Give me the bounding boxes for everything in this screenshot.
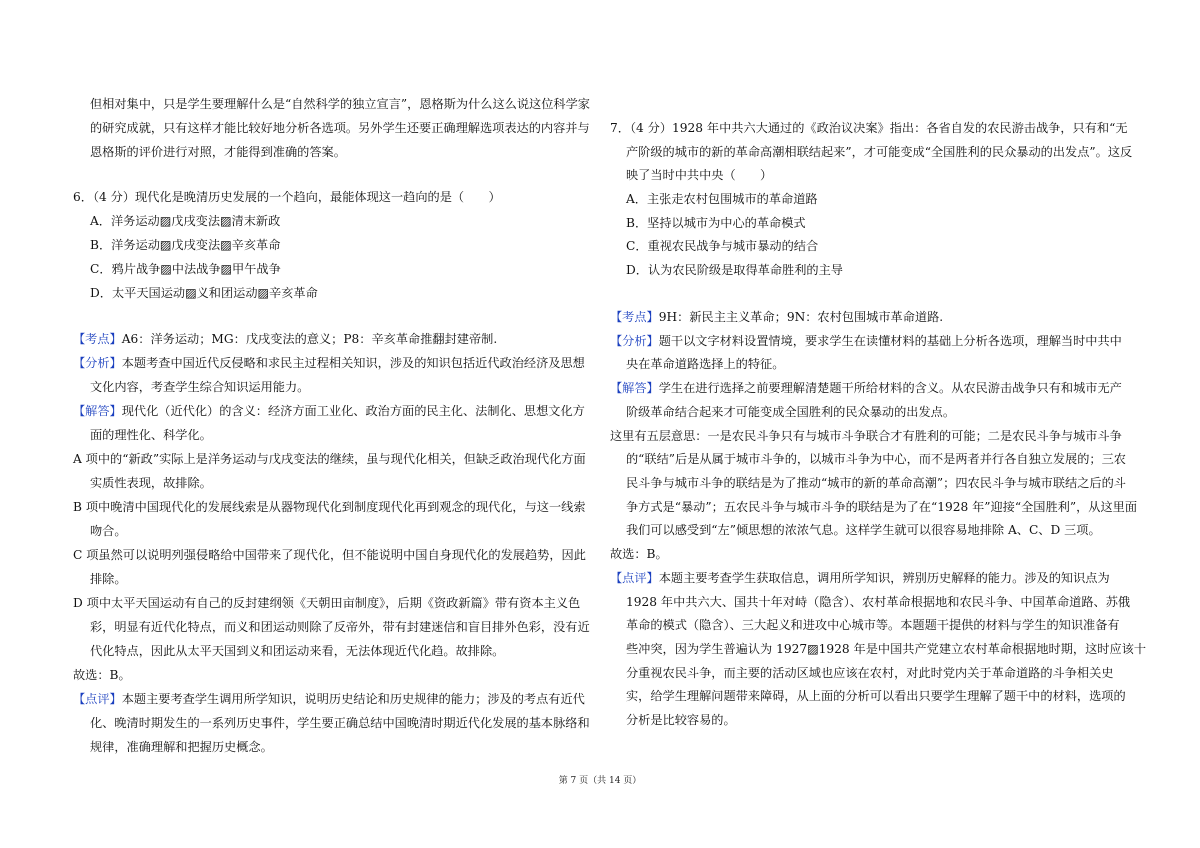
analysis-line: 的“联结”后是从属于城市斗争的，以城市斗争为中心，而不是两者并行各自独立发展的；三农 — [626, 452, 1126, 466]
jieda-row — [610, 380, 1122, 396]
question-6-option-b: B．洋务运动▨戊戌变法▨辛亥革命 — [90, 238, 281, 252]
analysis-line: 这里有五层意思：一是农民斗争只有与城市斗争联合才有胜利的可能；二是农民斗争与城市斗争 — [610, 429, 1122, 443]
analysis-line: 代化特点，因此从太平天国到义和团运动来看，无法体现近代化趋。故排除。 — [90, 644, 505, 658]
question-6-stem: 6．（4 分）现代化是晚清历史发展的一个趋向，最能体现这一趋向的是（ ） — [73, 190, 501, 204]
analysis-line: D 项中太平天国运动有自己的反封建纲领《天朝田亩制度》，后期《资政新篇》带有资本主义色 — [73, 596, 581, 610]
fenxi-text: 本题考查中国近代反侵略和求民主过程相关知识，涉及的知识包括近代政治经济及思想 — [121, 356, 585, 370]
jieda-row — [73, 403, 585, 419]
jieda-tag: 【解答】 — [610, 381, 659, 395]
dianping-text: 些冲突，因为学生普遍认为 1927▨1928 年是中国共产党建立农村革命根据地时期，这时应该十 — [626, 642, 1147, 656]
dianping-text: 革命的模式（隐含）、三大起义和进攻中心城市等。本题题干提供的材料与学生的知识准备有 — [626, 618, 1120, 632]
dianping-text: 1928 年中共六大、国共十年对峙（隐含）、农村革命根据地和农民斗争、中国革命道路、苏俄 — [626, 595, 1131, 609]
dianping-text: 化、晚清时期发生的一系列历史事件，学生要正确总结中国晚清时期近代化发展的基本脉络和 — [90, 716, 590, 730]
intro-line: 但相对集中，只是学生要理解什么是“自然科学的独立宣言”，恩格斯为什么这么说这位科学家 — [90, 97, 590, 111]
answer-line: 故选：B。 — [610, 547, 668, 561]
dianping-text: 分析是比较容易的。 — [626, 713, 736, 727]
answer-line: 故选：B。 — [73, 668, 131, 682]
page-footer: 第 7 页（共 14 页） — [558, 776, 642, 786]
fenxi-tag: 【分析】 — [610, 334, 659, 348]
question-7-option-c: C．重视农民战争与城市暴动的结合 — [626, 239, 819, 253]
analysis-line: 吻合。 — [90, 524, 127, 538]
intro-line: 的研究成就，只有这样才能比较好地分析各选项。另外学生还要正确理解选项表达的内容并与 — [90, 121, 590, 135]
jieda-text: 阶级革命结合起来才可能变成全国胜利的民众暴动的出发点。 — [626, 405, 956, 419]
fenxi-row — [73, 355, 585, 371]
question-7-stem: 映了当时中共中央（ ） — [626, 168, 773, 182]
dianping-text: 本题主要考查学生调用所学知识，说明历史结论和历史规律的能力；涉及的考点有近代 — [121, 692, 585, 706]
analysis-line: 彩，明显有近代化特点，而义和团运动则除了反帝外，带有封建迷信和盲目排外色彩，没有近 — [90, 620, 590, 634]
question-6-option-a: A．洋务运动▨戊戌变法▨清末新政 — [90, 214, 281, 228]
analysis-line: 排除。 — [90, 572, 127, 586]
fenxi-text: 文化内容，考查学生综合知识运用能力。 — [90, 380, 310, 394]
kaodian-row — [73, 331, 497, 347]
analysis-line: 我们可以感受到“左”倾思想的浓浓气息。这样学生就可以很容易地排除 A、C、D 三项。 — [626, 523, 1101, 537]
fenxi-row — [610, 333, 1122, 349]
dianping-text: 规律，准确理解和把握历史概念。 — [90, 740, 273, 754]
kaodian-tag: 【考点】 — [73, 332, 122, 346]
kaodian-text: A6：洋务运动；MG：戊戌变法的意义；P8：辛亥革命推翻封建帝制. — [121, 332, 498, 346]
jieda-text: 现代化（近代化）的含义：经济方面工业化、政治方面的民主化、法制化、思想文化方 — [121, 404, 585, 418]
jieda-text: 学生在进行选择之前要理解清楚题干所给材料的含义。从农民游击战争只有和城市无产 — [658, 381, 1122, 395]
kaodian-text: 9H：新民主主义革命；9N：农村包围城市革命道路. — [658, 310, 944, 324]
dianping-tag: 【点评】 — [73, 692, 122, 706]
analysis-line: C 项虽然可以说明列强侵略给中国带来了现代化，但不能说明中国自身现代化的发展趋势，因此 — [73, 548, 586, 562]
fenxi-text: 题干以文字材料设置情境，要求学生在读懂材料的基础上分析各选项，理解当时中共中 — [658, 334, 1122, 348]
analysis-line: B 项中晚清中国现代化的发展线索是从器物现代化到制度现代化再到观念的现代化，与这一线索 — [73, 500, 586, 514]
question-7-option-a: A．主张走农村包围城市的革命道路 — [626, 192, 818, 206]
dianping-text: 实，给学生理解问题带来障碍，从上面的分析可以看出只要学生理解了题干中的材料，选项的 — [626, 689, 1126, 703]
dianping-row — [73, 691, 585, 707]
fenxi-tag: 【分析】 — [73, 356, 122, 370]
fenxi-text: 央在革命道路选择上的特征。 — [626, 357, 785, 371]
analysis-line: A 项中的“新政”实际上是洋务运动与戊戌变法的继续，虽与现代化相关，但缺乏政治现代化方面 — [73, 452, 586, 466]
jieda-tag: 【解答】 — [73, 404, 122, 418]
question-7-stem: 产阶级的城市的新的革命高潮相联结起来”，才可能变成“全国胜利的民众暴动的出发点”。这反 — [626, 145, 1133, 159]
question-7-option-b: B．坚持以城市为中心的革命模式 — [626, 216, 806, 230]
kaodian-tag: 【考点】 — [610, 310, 659, 324]
jieda-text: 面的理性化、科学化。 — [90, 428, 212, 442]
dianping-tag: 【点评】 — [610, 571, 659, 585]
intro-line: 恩格斯的评价进行对照，才能得到准确的答案。 — [90, 145, 346, 159]
dianping-text: 本题主要考查学生获取信息，调用所学知识，辨别历史解释的能力。涉及的知识点为 — [658, 571, 1110, 585]
question-6-option-d: D．太平天国运动▨义和团运动▨辛亥革命 — [90, 286, 318, 300]
analysis-line: 实质性表现，故排除。 — [90, 476, 212, 490]
dianping-row — [610, 570, 1110, 586]
analysis-line: 争方式是“暴动”；五农民斗争与城市斗争的联结是为了在“1928 年”迎接“全国胜利”，从这里面 — [626, 500, 1138, 514]
question-6-option-c: C．鸦片战争▨中法战争▨甲午战争 — [90, 262, 281, 276]
analysis-line: 民斗争与城市斗争的联结是为了推动“城市的新的革命高潮”；四农民斗争与城市联结之后的斗 — [626, 476, 1126, 490]
dianping-text: 分重视农民斗争，而主要的活动区域也应该在农村，对此时党内关于革命道路的斗争相关史 — [626, 666, 1114, 680]
question-7-option-d: D．认为农民阶级是取得革命胜利的主导 — [626, 263, 843, 277]
question-7-stem: 7．（4 分）1928 年中共六大通过的《政治议决案》指出：各省自发的农民游击战争，只有和“无 — [610, 121, 1128, 135]
kaodian-row — [610, 309, 943, 325]
